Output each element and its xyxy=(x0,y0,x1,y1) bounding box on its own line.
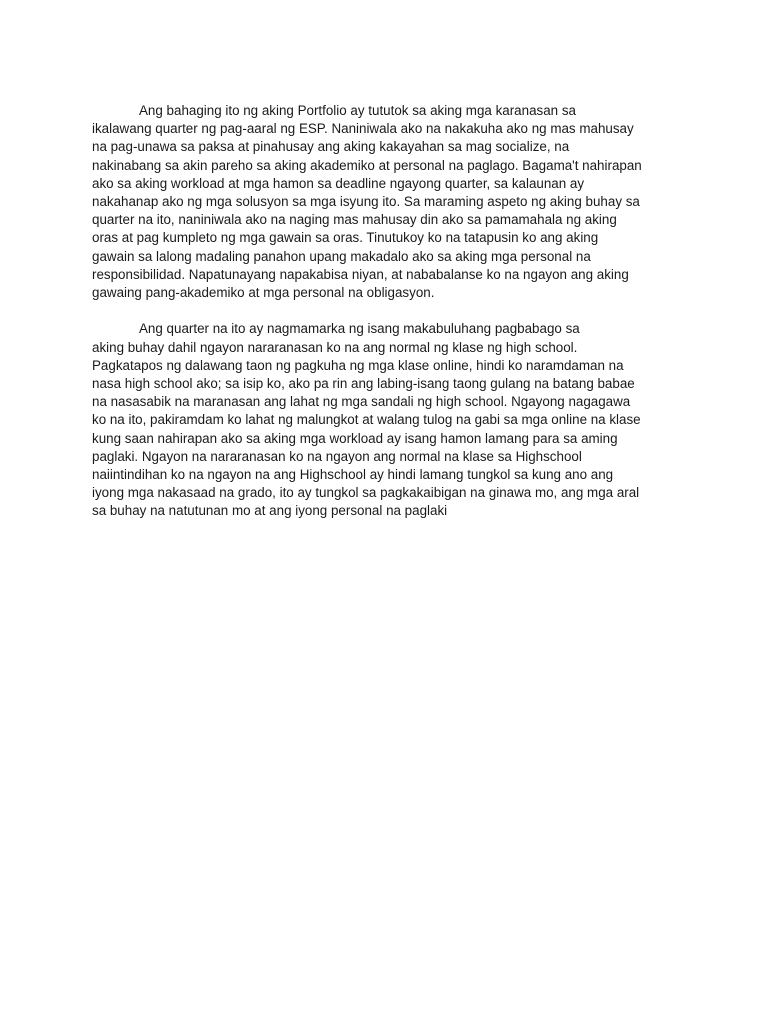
text-line: nakinabang sa akin pareho sa aking akademiko at personal na paglago. Bagama't nahirapan xyxy=(92,157,642,173)
text-line: Ang quarter na ito ay nagmamarka ng isang makabuluhang pagbabago sa xyxy=(139,321,580,337)
text-line: quarter na ito, naniniwala ako na naging mas mahusay din ako sa pamamahala ng aking xyxy=(92,212,617,228)
text-line: gawain sa lalong madaling panahon upang makadalo ako sa aking mga personal na xyxy=(92,248,591,264)
paragraph-1 xyxy=(92,102,684,302)
text-line: Ang bahaging ito ng aking Portfolio ay tututok sa aking mga karanasan sa xyxy=(139,103,576,118)
text-line: na nasasabik na maranasan ang lahat ng mga sandali ng high school. Ngayong nagagawa xyxy=(92,394,631,410)
text-line: sa buhay na natutunan mo at ang iyong personal na paglaki xyxy=(92,503,448,519)
text-line: Pagkatapos ng dalawang taon ng pagkuha ng mga klase online, hindi ko naramdaman na xyxy=(92,357,624,373)
text-line: responsibilidad. Napatunayang napakabisa niyan, at nababalanse ko na ngayon ang aking xyxy=(92,266,629,282)
text-line: aking buhay dahil ngayon nararanasan ko na ang normal ng klase ng high school. xyxy=(92,339,578,355)
text-line: ko na ito, pakiramdam ko lahat ng malungkot at walang tulog na gabi sa mga online na klase xyxy=(92,412,641,428)
text-line: ako sa aking workload at mga hamon sa deadline ngayong quarter, sa kalaunan ay xyxy=(92,175,585,191)
text-line: na pag-unawa sa paksa at pinahusay ang aking kakayahan sa mag socialize, na xyxy=(92,139,570,155)
text-line: ikalawang quarter ng pag-aaral ng ESP. Naniniwala ako na nakakuha ako ng mas mahusay xyxy=(92,121,634,137)
text-line: naiintindihan ko na ngayon na ang Highschool ay hindi lamang tungkol sa kung ano ang xyxy=(92,467,614,483)
document-body xyxy=(92,102,684,521)
paragraph-2 xyxy=(92,320,684,520)
text-line: nakahanap ako ng mga solusyon sa mga isyung ito. Sa maraming aspeto ng aking buhay sa xyxy=(92,194,640,210)
text-line: gawaing pang-akademiko at mga personal na obligasyon. xyxy=(92,285,435,301)
text-line: paglaki. Ngayon na nararanasan ko na ngayon ang normal na klase sa Highschool xyxy=(92,448,582,464)
text-line: nasa high school ako; sa isip ko, ako pa rin ang labing-isang taong gulang na batang babae xyxy=(92,376,635,392)
text-line: oras at pag kumpleto ng mga gawain sa oras. Tinutukoy ko na tatapusin ko ang aking xyxy=(92,230,599,246)
text-line: iyong mga nakasaad na grado, ito ay tungkol sa pagkakaibigan na ginawa mo, ang mga aral xyxy=(92,485,640,501)
text-line: kung saan nahirapan ako sa aking mga workload ay isang hamon lamang para sa aming xyxy=(92,430,618,446)
